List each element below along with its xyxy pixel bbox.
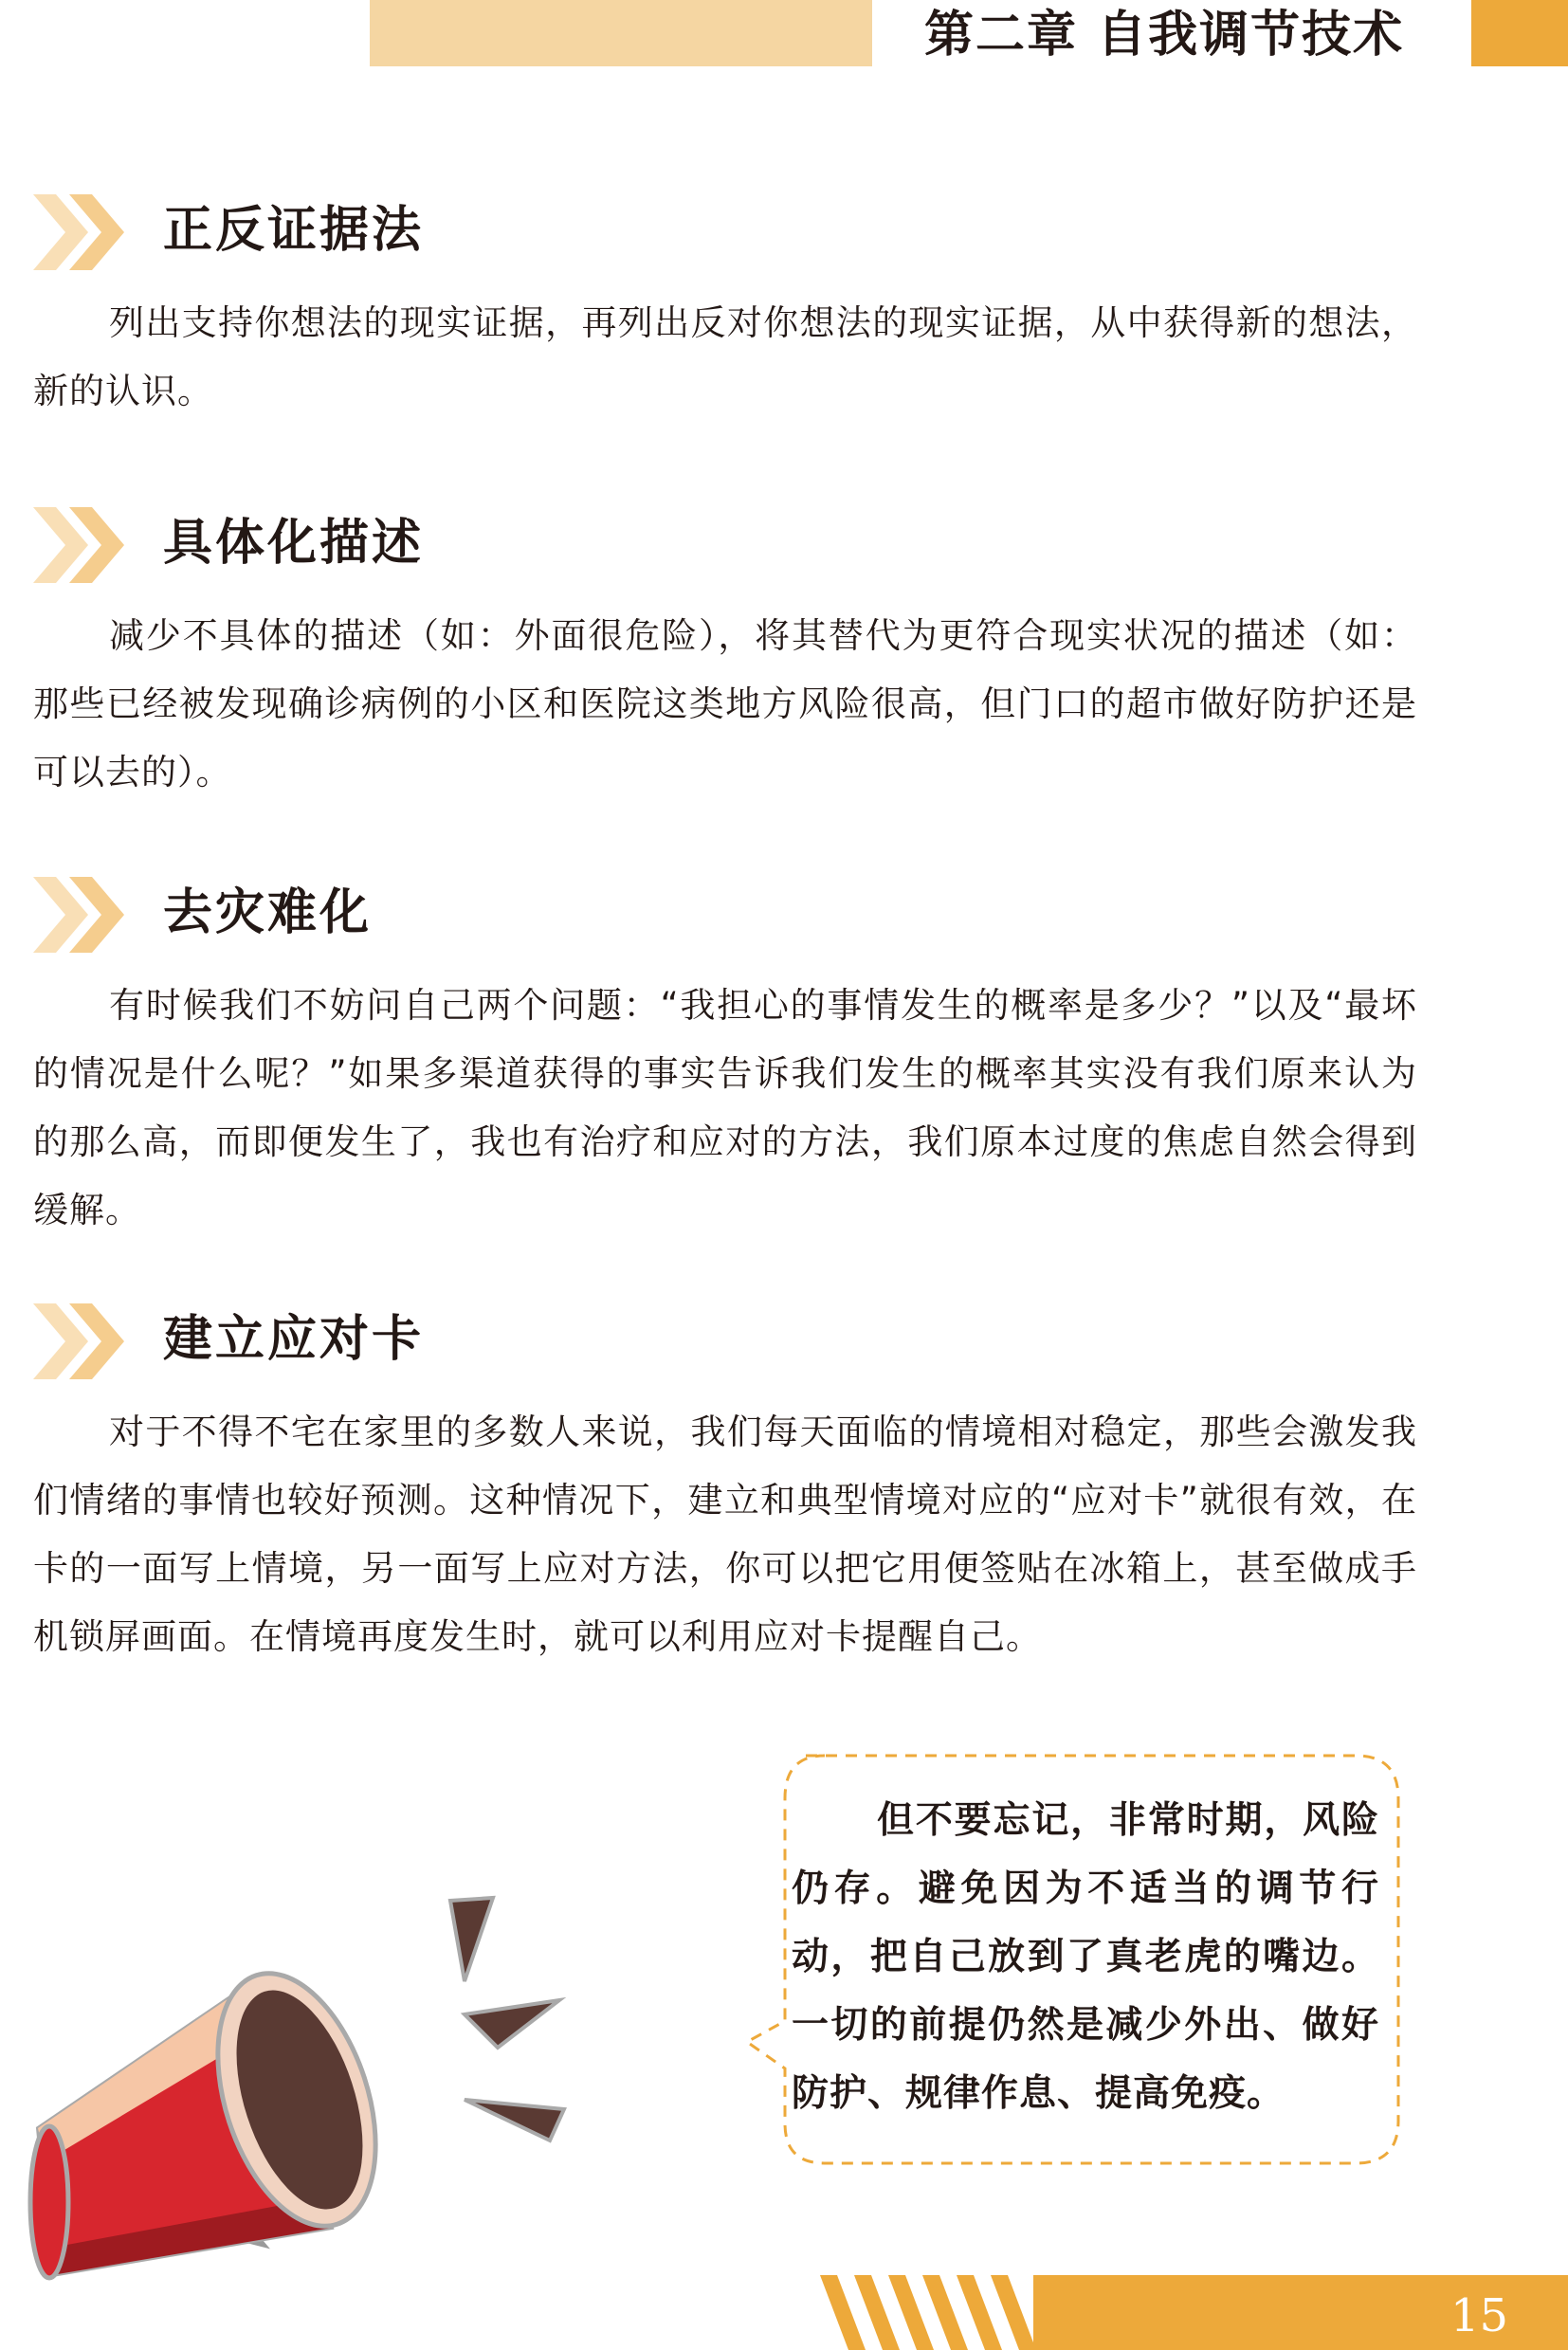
section-evidence [33, 185, 1417, 426]
section-concrete [33, 498, 1417, 807]
section-title: 正反证据法 [163, 202, 425, 259]
chevron-icon [33, 498, 128, 592]
section-title: 建立应对卡 [163, 1311, 425, 1368]
section-body: 对于不得不宅在家里的多数人来说，我们每天面临的情境相对稳定，那些会激发我们情绪的事情也较好预测。这种情况下，建立和典型情境对应的“应对卡”就很有效，在卡的一面写上情境，另一面写上应对方法，你可以把它用便签贴在冰箱上，甚至做成手机锁屏画面。在情境再度发生时，就可以利用应对卡提醒自己。 [33, 1412, 1417, 1657]
header-accent-square [1471, 0, 1568, 66]
section-heading [33, 498, 1417, 592]
section-heading [33, 185, 1417, 280]
megaphone-icon [19, 1886, 588, 2285]
section-title: 具体化描述 [163, 515, 425, 572]
chevron-icon [33, 185, 128, 280]
section-body: 列出支持你想法的现实证据，再列出反对你想法的现实证据，从中获得新的想法，新的认识。 [33, 302, 1417, 411]
header-decor-bar [370, 0, 872, 66]
section-heading [33, 1294, 1417, 1389]
chevron-icon [33, 1294, 128, 1389]
section-title: 去灾难化 [163, 884, 373, 941]
callout-text: 但不要忘记，非常时期，风险仍存。避免因为不适当的调节行动，把自己放到了真老虎的嘴边。一切的前提仍然是减少外出、做好防护、规律作息、提高免疫。 [792, 1799, 1379, 2115]
section-heading [33, 867, 1417, 962]
section-coping-card [33, 1294, 1417, 1671]
chevron-icon [33, 867, 128, 962]
chapter-title: 第二章 自我调节技术 [924, 7, 1405, 64]
page-number: 15 [1450, 2289, 1509, 2342]
section-body: 减少不具体的描述（如：外面很危险），将其替代为更符合现实状况的描述（如：那些已经被发现确诊病例的小区和医院这类地方风险很高，但门口的超市做好防护还是可以去的）。 [33, 615, 1417, 792]
section-decatastrophize [33, 867, 1417, 1245]
section-body: 有时候我们不妨问自己两个问题：“我担心的事情发生的概率是多少？”以及“最坏的情况是什么呢？”如果多渠道获得的事实告诉我们发生的概率其实没有我们原来认为的那么高，而即便发生了，我也有治疗和应对的方法，我们原本过度的焦虑自然会得到缓解。 [33, 985, 1417, 1230]
